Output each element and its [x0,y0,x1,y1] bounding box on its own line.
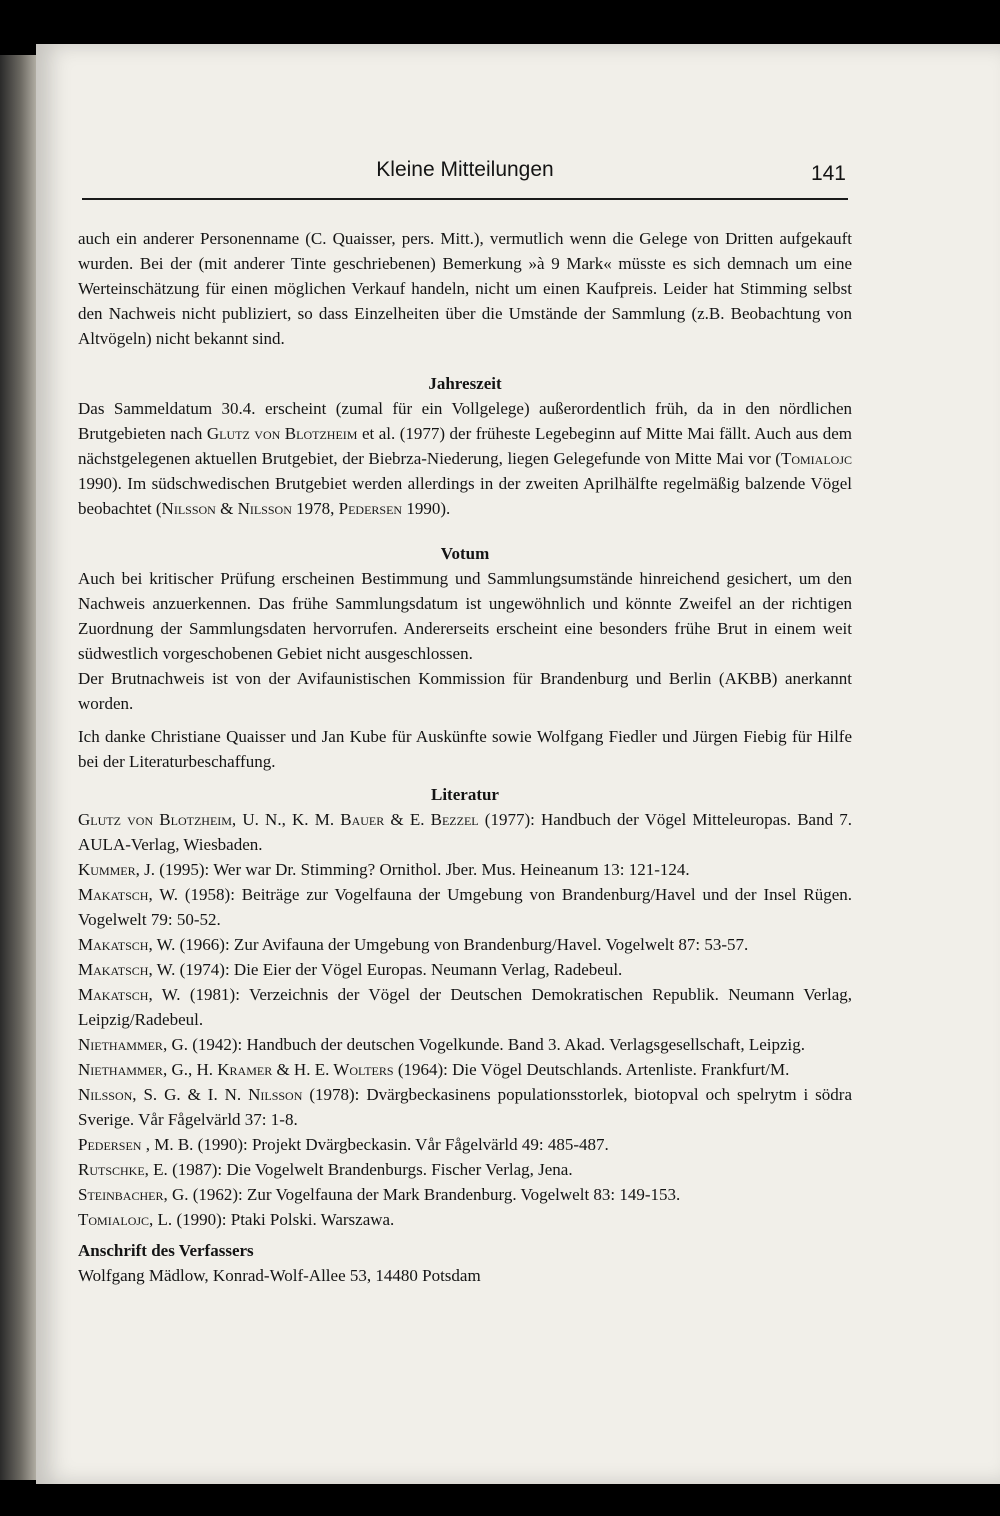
author-address: Wolfgang Mädlow, Konrad-Wolf-Allee 53, 14480 Potsdam [78,1266,481,1285]
reference-item: Niethammer, G. (1942): Handbuch der deutschen Vogelkunde. Band 3. Akad. Verlagsgesellschaft, Leipzig. [78,1035,806,1054]
citation: Pedersen [338,499,403,518]
citation: Nilsson [161,499,216,518]
reference-item: Glutz von Blotzheim, U. N., K. M. Bauer & E. Bezzel (1977): Handbuch der Vögel Mitteleuropas. Band 7. AULA-Verlag, Wiesbaden. [78,810,852,854]
reference-item: Makatsch, W. (1974): Die Eier der Vögel Europas. Neumann Verlag, Radebeul. [78,960,623,979]
reference-list [78,807,852,1232]
reference-item: Makatsch, W. (1966): Zur Avifauna der Umgebung von Brandenburg/Havel. Vogelwelt 87: 53-57. [78,935,749,954]
reference-item: Tomialojc, L. (1990): Ptaki Polski. Warszawa. [78,1210,395,1229]
section-heading-jahreszeit: Jahreszeit [428,374,502,393]
jahreszeit-paragraph: Das Sammeldatum 30.4. erscheint (zumal für ein Vollgelege) außerordentlich früh, da in den nördlichen Brutgebieten nach Glutz von Blotzheim et al. (1977) der früheste Legebeginn auf Mitte Mai fällt. Auch aus dem nächstgelegenen aktuellen Brutgebiet, der Biebrza-Niederung, liegen Gelegefunde von Mitte Mai vor (Tomialojc 1990). Im südschwedischen Brutgebiet werden allerdings in der zweiten Aprilhälfte regelmäßig balzende Vögel beobachtet (Nilsson & Nilsson 1978, Pedersen 1990). [78,399,852,518]
votum-paragraph-2: Der Brutnachweis ist von der Avifaunistischen Kommission für Brandenburg und Berlin (AKBB) anerkannt worden. [78,669,852,713]
page-number: 141 [810,162,846,185]
reference-item: Makatsch, W. (1981): Verzeichnis der Vögel der Deutschen Demokratischen Republik. Neumann Verlag, Leipzig/Radebeul. [78,985,853,1029]
section-heading-literatur: Literatur [431,785,499,804]
reference-item: Steinbacher, G. (1962): Zur Vogelfauna der Mark Brandenburg. Vogelwelt 83: 149-153. [78,1185,681,1204]
reference-item: Makatsch, W. (1958): Beiträge zur Vogelfauna der Umgebung von Brandenburg/Havel und der Insel Rügen. Vogelwelt 79: 50-52. [78,885,853,929]
votum-paragraph-1: Auch bei kritischer Prüfung erscheinen Bestimmung und Sammlungsumstände hinreichend gesichert, um den Nachweis anzuerkennen. Das frühe Sammlungsdatum ist ungewöhnlich und könnte Zweifel an der richtigen Zuordnung der Sammlungsdaten hervorrufen. Andererseits erscheint eine besonders frühe Brut in einem weit südwestlich vorgeschobenen Gebiet nicht ausgeschlossen. [78,569,852,663]
citation: Nilsson [237,499,292,518]
section-heading-votum: Votum [440,544,490,563]
acknowledgements-paragraph: Ich danke Christiane Quaisser und Jan Kube für Auskünfte sowie Wolfgang Fiedler und Jürgen Fiebig für Hilfe bei der Literaturbeschaffung. [78,727,852,771]
reference-item: Kummer, J. (1995): Wer war Dr. Stimming? Ornithol. Jber. Mus. Heineanum 13: 121-124. [78,860,690,879]
reference-item: Rutschke, E. (1987): Die Vogelwelt Brandenburgs. Fischer Verlag, Jena. [78,1160,573,1179]
article-body [78,226,852,1288]
citation: Glutz von Blotzheim [206,424,358,443]
page-header [82,158,848,200]
address-heading: Anschrift des Verfassers [78,1241,254,1260]
book-spine-shadow [0,55,38,1480]
reference-item: Nilsson, S. G. & I. N. Nilsson (1978): Dvärgbeckasinens populationsstorlek, biotopval och spelrytm i södra Sverige. Vår Fågelvärld 37: 1-8. [78,1085,852,1129]
citation: Tomialojc [780,449,852,468]
reference-item: Pedersen , M. B. (1990): Projekt Dvärgbeckasin. Vår Fågelvärld 49: 485-487. [78,1135,609,1154]
reference-item: Niethammer, G., H. Kramer & H. E. Wolters (1964): Die Vögel Deutschlands. Artenliste. Frankfurt/M. [78,1060,790,1079]
intro-paragraph: auch ein anderer Personenname (C. Quaisser, pers. Mitt.), vermutlich wenn die Gelege von Dritten aufgekauft wurden. Bei der (mit anderer Tinte geschriebenen) Bemerkung »à 9 Mark« müsste es sich demnach um eine Werteinschätzung für einen möglichen Verkauf handeln, nicht um einen Kaufpreis. Leider hat Stimming selbst den Nachweis nicht publiziert, so dass Einzelheiten über die Umstände der Sammlung (z.B. Beobachtung von Altvögeln) nicht bekannt sind. [78,229,852,348]
running-head: Kleine Mitteilungen [376,158,554,181]
